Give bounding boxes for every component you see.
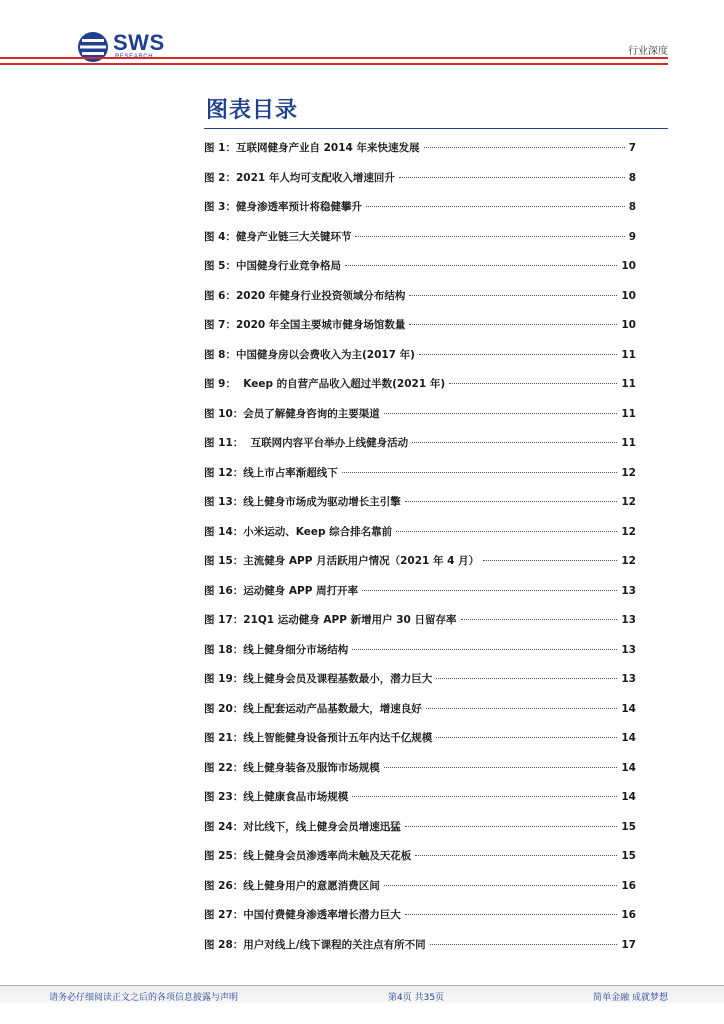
toc-entry-page[interactable]: 14	[621, 732, 636, 744]
toc-dot-leader	[483, 560, 617, 561]
toc-dot-leader	[352, 796, 617, 797]
toc-dot-leader	[409, 324, 617, 325]
toc-dot-leader	[415, 855, 617, 856]
report-category: 行业深度	[628, 46, 668, 57]
toc-entry[interactable]	[204, 553, 636, 583]
toc-entry-label[interactable]: 图 3：健身渗透率预计将稳健攀升	[204, 201, 362, 213]
toc-dot-leader	[342, 472, 618, 473]
toc-dot-leader	[424, 147, 625, 148]
toc-entry-page[interactable]: 11	[621, 378, 636, 390]
toc-entry-label[interactable]: 图 25：线上健身会员渗透率尚未触及天花板	[204, 850, 412, 862]
toc-entry[interactable]	[204, 317, 636, 347]
toc-entry-label[interactable]: 图 24：对比线下，线上健身会员增速迅猛	[204, 820, 401, 833]
toc-entry-page[interactable]: 13	[621, 673, 636, 685]
toc-dot-leader	[412, 442, 617, 443]
toc-entry[interactable]	[204, 907, 636, 937]
toc-dot-leader	[430, 944, 618, 945]
toc-entry-page[interactable]: 14	[621, 702, 636, 715]
toc-entry-page[interactable]: 10	[621, 319, 636, 331]
toc-entry-page[interactable]: 13	[621, 643, 636, 656]
toc-entry[interactable]	[204, 701, 636, 731]
toc-entry[interactable]	[204, 730, 636, 760]
toc-entry-label[interactable]: 图 26：线上健身用户的意愿消费区间	[204, 879, 380, 892]
toc-entry[interactable]	[204, 878, 636, 908]
toc-entry-label[interactable]: 图 12：线上市占率渐超线下	[204, 466, 338, 479]
toc-dot-leader	[366, 206, 625, 207]
toc-entry-label[interactable]: 图 6：2020 年健身行业投资领域分布结构	[204, 289, 406, 302]
toc-entry-label[interactable]: 图 7：2020 年全国主要城市健身场馆数量	[204, 319, 406, 331]
toc-dot-leader	[384, 885, 618, 886]
toc-entry-page[interactable]: 8	[628, 201, 636, 213]
toc-dot-leader	[405, 914, 618, 915]
toc-dot-leader	[352, 649, 617, 650]
toc-entry[interactable]	[204, 583, 636, 613]
toc-dot-leader	[449, 383, 617, 384]
toc-entry-page[interactable]: 16	[621, 879, 636, 892]
toc-entry-page[interactable]: 12	[621, 466, 636, 479]
toc-entry-page[interactable]: 11	[621, 437, 636, 449]
toc-dot-leader	[384, 767, 618, 768]
toc-entry-label[interactable]: 图 10：会员了解健身咨询的主要渠道	[204, 407, 380, 420]
toc-entry[interactable]	[204, 789, 636, 819]
header-rule-top	[0, 57, 668, 59]
toc-entry-label[interactable]: 图 8：中国健身房以会费收入为主(2017 年)	[204, 348, 415, 361]
toc-entry[interactable]	[204, 819, 636, 849]
toc-entry-page[interactable]: 13	[621, 614, 636, 626]
toc-entry[interactable]	[204, 170, 636, 200]
toc-entry-page[interactable]: 12	[621, 496, 636, 508]
toc-dot-leader	[409, 295, 617, 296]
toc-entry-page[interactable]: 12	[621, 525, 636, 538]
toc-entry-label[interactable]: 图 5：中国健身行业竞争格局	[204, 260, 341, 272]
toc-entry[interactable]	[204, 347, 636, 377]
toc-entry[interactable]	[204, 465, 636, 495]
toc-dot-leader	[436, 737, 617, 738]
toc-entry-label[interactable]: 图 17：21Q1 运动健身 APP 新增用户 30 日留存率	[204, 614, 457, 626]
toc-dot-leader	[419, 354, 617, 355]
toc-entry-label[interactable]: 图 23：线上健康食品市场规模	[204, 791, 349, 803]
toc-entry-page[interactable]: 14	[621, 791, 636, 803]
toc-dot-leader	[426, 708, 618, 709]
toc-entry[interactable]	[204, 199, 636, 229]
toc-entry-page[interactable]: 15	[621, 820, 636, 833]
header-rule-bottom	[0, 63, 668, 65]
toc-entry-label[interactable]: 图 4：健身产业链三大关键环节	[204, 230, 352, 243]
toc-entry-label[interactable]: 图 18：线上健身细分市场结构	[204, 643, 349, 656]
footer-page-info: 第4页 共35页	[388, 993, 445, 1003]
toc-entry[interactable]	[204, 494, 636, 524]
toc-entry-page[interactable]: 10	[621, 289, 636, 302]
toc-entry-label[interactable]: 图 20：线上配套运动产品基数最大，增速良好	[204, 702, 422, 715]
toc-entry[interactable]	[204, 140, 636, 170]
toc-entry-page[interactable]: 15	[621, 850, 636, 862]
toc-dot-leader	[436, 678, 617, 679]
toc-entry-page[interactable]: 11	[621, 407, 636, 420]
toc-entry[interactable]	[204, 848, 636, 878]
company-logo	[77, 30, 177, 66]
toc-entry-page[interactable]: 10	[621, 260, 636, 272]
toc-entry-page[interactable]: 9	[628, 230, 636, 243]
toc-entry[interactable]	[204, 937, 636, 967]
toc-entry-label[interactable]: 图 22：线上健身装备及服饰市场规模	[204, 761, 380, 774]
toc-entry[interactable]	[204, 612, 636, 642]
toc-entry-page[interactable]: 8	[628, 171, 636, 184]
toc-title-rule	[204, 128, 668, 129]
toc-entry-page[interactable]: 11	[621, 348, 636, 361]
toc-entry[interactable]	[204, 288, 636, 318]
toc-entry-label[interactable]: 图 1：互联网健身产业自 2014 年来快速发展	[204, 142, 420, 154]
toc-dot-leader	[355, 236, 624, 237]
toc-dot-leader	[399, 177, 625, 178]
toc-dot-leader	[461, 619, 618, 620]
toc-entry-page[interactable]: 16	[621, 909, 636, 921]
toc-entry[interactable]	[204, 229, 636, 259]
toc-dot-leader	[384, 413, 618, 414]
toc-entry-page[interactable]: 7	[628, 142, 636, 154]
toc-entry[interactable]	[204, 435, 636, 465]
logo-text: SWS	[113, 30, 165, 55]
toc-entry-label[interactable]: 图 21：线上智能健身设备预计五年内达千亿规模	[204, 732, 433, 744]
toc-dot-leader	[396, 531, 617, 532]
toc-entry[interactable]	[204, 524, 636, 554]
toc-entry[interactable]	[204, 258, 636, 288]
toc-entry[interactable]	[204, 671, 636, 701]
toc-entry-page[interactable]: 13	[621, 584, 636, 597]
toc-entry[interactable]	[204, 406, 636, 436]
toc-entry-label[interactable]: 图 11： 互联网内容平台举办上线健身活动	[204, 437, 409, 449]
toc-entry-label[interactable]: 图 19：线上健身会员及课程基数最小，潜力巨大	[204, 673, 433, 685]
toc-list	[204, 140, 636, 966]
toc-entry[interactable]	[204, 760, 636, 790]
toc-entry-label[interactable]: 图 13：线上健身市场成为驱动增长主引擎	[204, 496, 401, 508]
toc-entry[interactable]	[204, 642, 636, 672]
toc-dot-leader	[345, 265, 617, 266]
toc-entry[interactable]	[204, 376, 636, 406]
toc-entry-page[interactable]: 12	[621, 555, 636, 567]
toc-entry-label[interactable]: 图 28：用户对线上/线下课程的关注点有所不同	[204, 938, 426, 951]
toc-dot-leader	[405, 826, 618, 827]
toc-entry-label[interactable]: 图 2：2021 年人均可支配收入增速回升	[204, 171, 395, 184]
toc-entry-page[interactable]: 14	[621, 761, 636, 774]
toc-entry-label[interactable]: 图 27：中国付费健身渗透率增长潜力巨大	[204, 909, 401, 921]
toc-entry-label[interactable]: 图 15：主流健身 APP 月活跃用户情况（2021 年 4 月）	[204, 555, 480, 567]
toc-entry-label[interactable]: 图 14：小米运动、Keep 综合排名靠前	[204, 525, 393, 538]
footer-slogan: 简单金融 成就梦想	[593, 993, 668, 1003]
toc-entry-label[interactable]: 图 16：运动健身 APP 周打开率	[204, 584, 359, 597]
toc-title: 图表目录	[206, 98, 299, 123]
toc-entry-label[interactable]: 图 9： Keep 的自营产品收入超过半数(2021 年)	[204, 378, 446, 390]
footer-disclaimer: 请务必仔细阅读正文之后的各项信息披露与声明	[49, 993, 239, 1003]
toc-dot-leader	[405, 501, 618, 502]
toc-entry-page[interactable]: 17	[621, 938, 636, 951]
toc-dot-leader	[362, 590, 617, 591]
